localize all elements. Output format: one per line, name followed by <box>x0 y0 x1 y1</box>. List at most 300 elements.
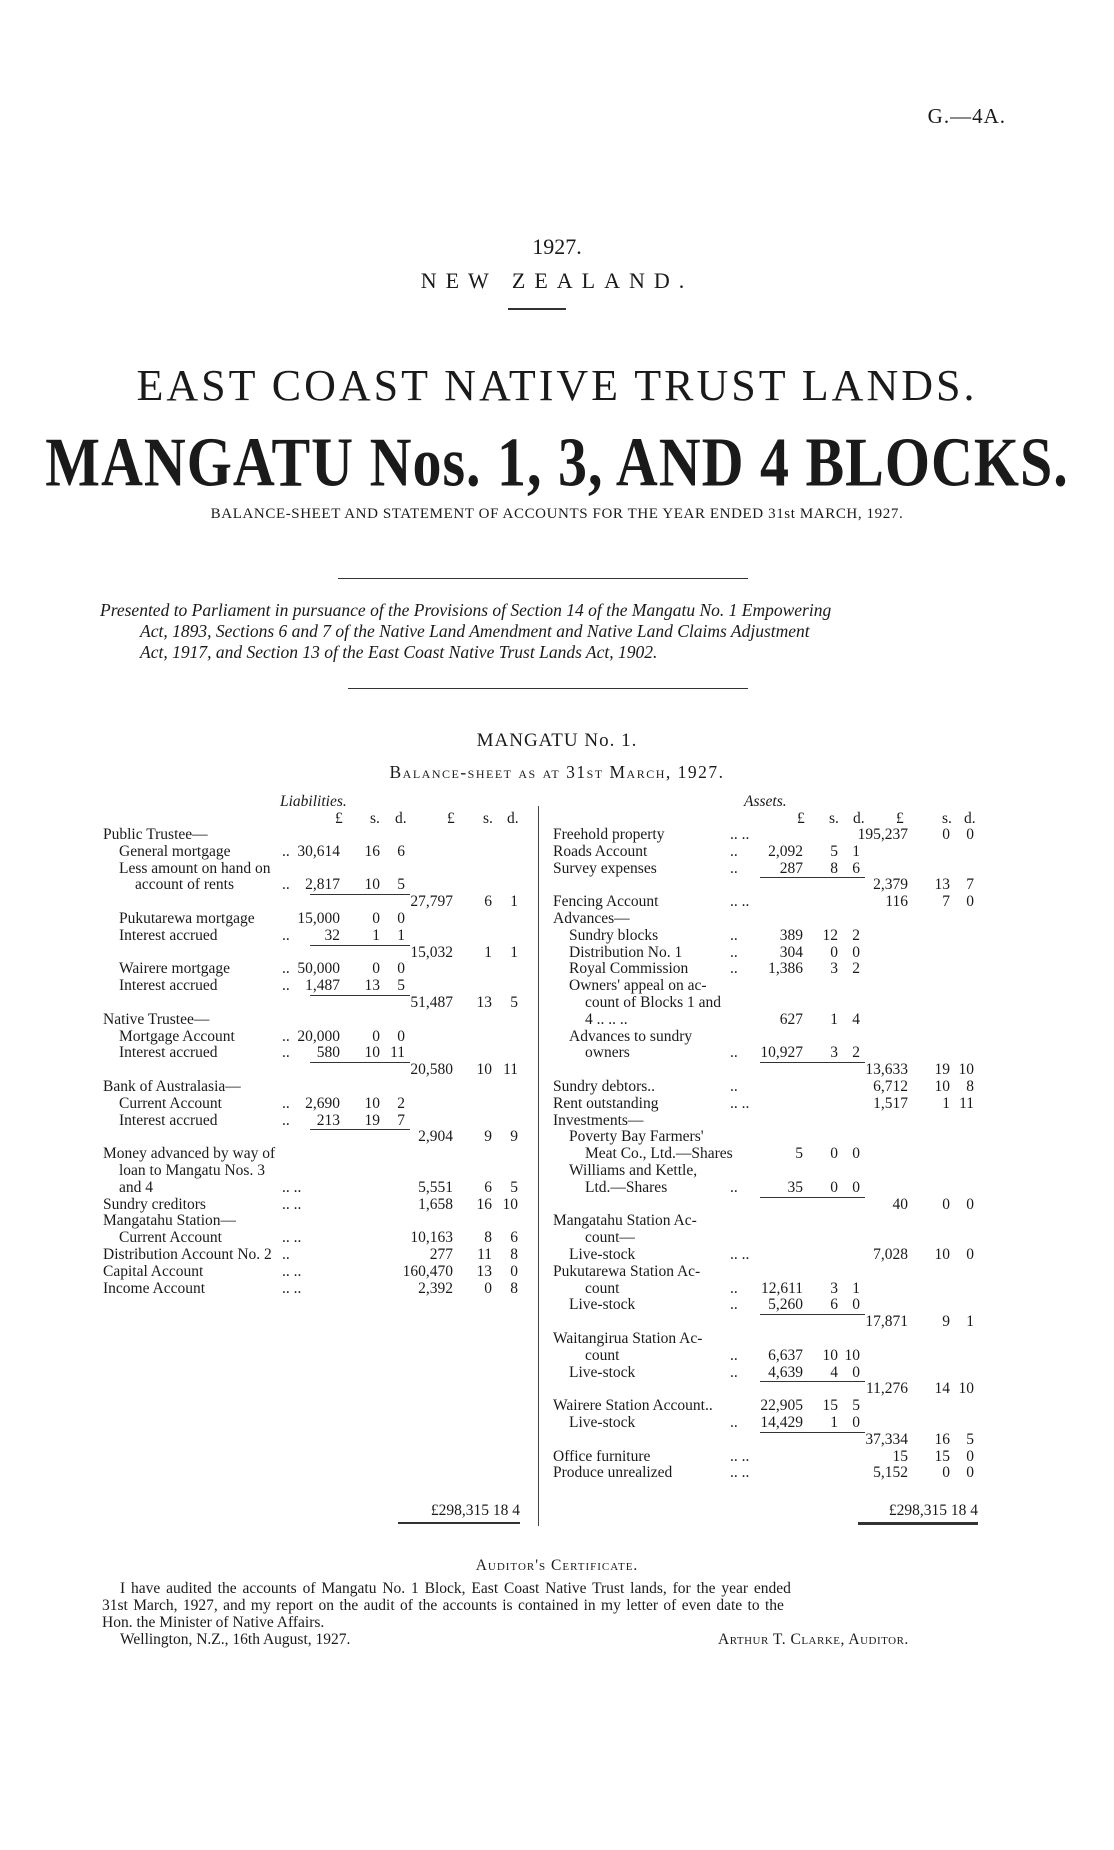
pounds-value: 37,334 <box>865 1430 908 1448</box>
pence-value: 0 <box>397 960 405 978</box>
presented-line: Presented to Parliament in pursuance of the Provisions of Section 14 of the Mangatu No. 1 Empowering <box>100 600 832 620</box>
shillings-value: 0 <box>942 1464 950 1482</box>
leader-dots: .. <box>730 1363 738 1381</box>
pounds-value: 6,712 <box>873 1078 908 1095</box>
row-label: Interest accrued <box>119 1111 218 1129</box>
table-row <box>0 1162 1114 1179</box>
leader-dots: .. <box>730 1044 738 1062</box>
auditor-line: I have audited the accounts of Mangatu No. 1 Block, East Coast Native Trust lands, for the year ended <box>120 1580 791 1597</box>
pounds-value: 1,658 <box>418 1195 453 1213</box>
row-label: Mangatahu Station Ac- <box>553 1212 697 1230</box>
row-label: loan to Mangatu Nos. 3 <box>119 1162 265 1179</box>
pence-value: 0 <box>397 1027 405 1045</box>
leader-dots: .. <box>282 1094 290 1112</box>
pounds-value: 2,092 <box>768 842 803 860</box>
pence-value: 11 <box>959 1094 974 1112</box>
shillings-value: 10 <box>364 876 380 894</box>
table-row <box>0 1448 1114 1465</box>
leader-dots: .. <box>282 1027 290 1045</box>
row-label: Sundry creditors <box>103 1195 206 1213</box>
table-row <box>0 843 1114 860</box>
pence-value: 11 <box>503 1061 518 1079</box>
pounds-value: 2,817 <box>305 876 340 894</box>
pence-value: 0 <box>852 1296 860 1314</box>
col-shilling: s. <box>483 810 493 827</box>
pence-value: 1 <box>510 943 518 961</box>
shillings-value: 3 <box>830 1044 838 1062</box>
leader-dots: .. .. <box>730 1447 750 1465</box>
pence-value: 0 <box>966 1246 974 1263</box>
table-row <box>0 1280 1114 1297</box>
row-label: Pukutarewa mortgage <box>119 910 255 927</box>
pounds-value: 10,163 <box>410 1229 453 1247</box>
shillings-value: 15 <box>822 1397 838 1415</box>
row-label: Meat Co., Ltd.—Shares <box>585 1145 733 1163</box>
table-row <box>0 1414 1114 1431</box>
row-label: Poverty Bay Farmers' <box>569 1128 704 1146</box>
pence-value: 1 <box>397 926 405 944</box>
shillings-value: 10 <box>364 1044 380 1062</box>
table-row <box>0 1330 1114 1347</box>
pounds-value: 35 <box>787 1178 803 1196</box>
pence-value: 6 <box>510 1229 518 1247</box>
row-label: Native Trustee— <box>103 1010 210 1028</box>
row-label: Money advanced by way of <box>103 1145 276 1163</box>
pounds-value: 627 <box>779 1010 803 1028</box>
pence-value: 10 <box>844 1346 860 1364</box>
subtitle: BALANCE-SHEET AND STATEMENT OF ACCOUNTS FOR THE YEAR ENDED 31st MARCH, 1927. <box>210 506 904 522</box>
leader-dots: .. .. <box>282 1178 302 1196</box>
shillings-value: 10 <box>934 1246 950 1263</box>
table-row <box>0 1431 1114 1448</box>
pounds-value: 13,633 <box>865 1061 908 1079</box>
leader-dots: .. <box>730 1279 738 1297</box>
liabilities-total-rule <box>398 1522 520 1524</box>
row-label: Public Trustee— <box>103 826 208 843</box>
pounds-value: 287 <box>779 859 803 877</box>
shillings-value: 10 <box>934 1078 950 1095</box>
leader-dots: .. <box>282 842 290 860</box>
pounds-value: 580 <box>316 1044 340 1062</box>
row-label: 4 .. .. .. <box>585 1010 628 1028</box>
pounds-value: 5,152 <box>873 1464 908 1482</box>
pence-value: 0 <box>852 1414 860 1431</box>
col-pence: d. <box>964 810 976 827</box>
row-label: Current Account <box>119 1094 222 1112</box>
leader-dots: .. <box>730 1078 738 1095</box>
row-label: Williams and Kettle, <box>569 1162 698 1179</box>
pounds-value: 2,690 <box>305 1094 340 1112</box>
table-row <box>0 826 1114 843</box>
auditor-signature: Arthur T. Clarke, Auditor. <box>718 1631 909 1648</box>
pence-value: 10 <box>958 1380 974 1398</box>
shillings-value: 6 <box>484 1178 492 1196</box>
sheet-title: Balance-sheet as at 31st March, 1927. <box>389 762 725 782</box>
pounds-value: 213 <box>316 1111 340 1129</box>
pence-value: 11 <box>390 1044 405 1062</box>
shillings-value: 12 <box>822 926 838 944</box>
row-label: Capital Account <box>103 1262 204 1280</box>
row-label: Rent outstanding <box>553 1094 659 1112</box>
pounds-value: 20,000 <box>297 1027 340 1045</box>
pence-value: 5 <box>510 1178 518 1196</box>
pence-value: 0 <box>852 1363 860 1381</box>
table-row <box>0 1011 1114 1028</box>
pounds-value: 160,470 <box>402 1262 453 1280</box>
row-label: Produce unrealized <box>553 1464 673 1482</box>
pence-value: 8 <box>966 1078 974 1095</box>
assets-total-rule <box>858 1522 978 1525</box>
pounds-value: 1,487 <box>305 977 340 995</box>
row-label: Royal Commission <box>569 960 689 978</box>
row-label: Interest accrued <box>119 926 218 944</box>
pence-value: 8 <box>510 1279 518 1297</box>
col-shilling: s. <box>829 810 839 827</box>
row-label: Pukutarewa Station Ac- <box>553 1262 701 1280</box>
row-label: count <box>585 1346 620 1364</box>
pounds-value: 17,871 <box>865 1313 908 1331</box>
auditor-body <box>102 1580 972 1631</box>
pence-value: 0 <box>397 910 405 927</box>
leader-dots: .. <box>730 842 738 860</box>
pence-value: 0 <box>852 1178 860 1196</box>
pounds-value: 22,905 <box>760 1397 803 1415</box>
leader-dots: .. <box>730 1346 738 1364</box>
leader-dots: .. .. <box>282 1195 302 1213</box>
pounds-value: 5,260 <box>768 1296 803 1314</box>
shillings-value: 16 <box>364 842 380 860</box>
pounds-value: 4,639 <box>768 1363 803 1381</box>
leader-dots: .. <box>730 1414 738 1431</box>
shillings-value: 9 <box>942 1313 950 1331</box>
table-row <box>0 1196 1114 1213</box>
auditor-line: Hon. the Minister of Native Affairs. <box>102 1614 325 1631</box>
pence-value: 5 <box>510 994 518 1011</box>
shillings-value: 10 <box>822 1346 838 1364</box>
leader-dots: .. <box>282 977 290 995</box>
table-row <box>0 1145 1114 1162</box>
presented-divider-top <box>338 578 748 579</box>
pounds-value: 2,379 <box>873 876 908 894</box>
title-line-2: MANGATU Nos. 1, 3, AND 4 BLOCKS. <box>45 423 1069 502</box>
presented-paragraph <box>100 600 1020 663</box>
pence-value: 0 <box>966 1464 974 1482</box>
shillings-value: 0 <box>372 1027 380 1045</box>
row-label: Interest accrued <box>119 1044 218 1062</box>
pounds-value: 116 <box>885 893 908 911</box>
pounds-value: 1,517 <box>873 1094 908 1112</box>
leader-dots: .. <box>282 1044 290 1062</box>
col-pence: d. <box>853 810 865 827</box>
leader-dots: .. .. <box>282 1229 302 1247</box>
col-shilling: s. <box>942 810 952 827</box>
leader-dots: .. .. <box>730 893 750 911</box>
pounds-value: 2,904 <box>418 1128 453 1146</box>
pounds-value: 15,032 <box>410 943 453 961</box>
leader-dots: .. <box>282 876 290 894</box>
col-pence: d. <box>395 810 407 827</box>
pounds-value: 12,611 <box>760 1279 803 1297</box>
pounds-value: 1,386 <box>768 960 803 978</box>
row-label: Mangatahu Station— <box>103 1212 237 1230</box>
leader-dots: .. <box>730 859 738 877</box>
header-divider <box>508 308 566 310</box>
table-row <box>0 1263 1114 1280</box>
pence-value: 2 <box>397 1094 405 1112</box>
leader-dots: .. <box>282 960 290 978</box>
row-label: owners <box>585 1044 630 1062</box>
document-reference: G.—4A. <box>927 104 1006 128</box>
pence-value: 7 <box>397 1111 405 1129</box>
row-label: Live-stock <box>569 1414 636 1431</box>
shillings-value: 0 <box>830 1145 838 1163</box>
leader-dots: .. <box>730 926 738 944</box>
table-row <box>0 1229 1114 1246</box>
pence-value: 10 <box>502 1195 518 1213</box>
pounds-value: 27,797 <box>410 893 453 911</box>
row-label: count of Blocks 1 and <box>585 994 722 1011</box>
pence-value: 1 <box>852 1279 860 1297</box>
year: 1927. <box>532 234 582 259</box>
section-title: MANGATU No. 1. <box>476 730 638 751</box>
table-row <box>0 1296 1114 1313</box>
pounds-value: 6,637 <box>768 1346 803 1364</box>
row-label: Office furniture <box>553 1447 651 1465</box>
row-label: Sundry blocks <box>569 926 659 944</box>
shillings-value: 0 <box>830 1178 838 1196</box>
pounds-value: 51,487 <box>410 994 453 1011</box>
pounds-value: 5,551 <box>418 1178 453 1196</box>
row-label: Freehold property <box>553 826 665 843</box>
pence-value: 5 <box>397 876 405 894</box>
row-label: count <box>585 1279 620 1297</box>
table-row <box>0 1044 1114 1061</box>
table-row <box>0 1464 1114 1481</box>
pence-value: 2 <box>852 926 860 944</box>
table-row <box>0 1313 1114 1330</box>
row-label: Advances to sundry <box>569 1027 693 1045</box>
table-row <box>0 927 1114 944</box>
row-label: Live-stock <box>569 1246 636 1263</box>
pence-value: 8 <box>510 1246 518 1263</box>
row-label: General mortgage <box>119 842 231 860</box>
row-label: Mortgage Account <box>119 1027 235 1045</box>
shillings-value: 11 <box>477 1246 492 1263</box>
row-label: Income Account <box>103 1279 206 1297</box>
leader-dots: .. <box>282 926 290 944</box>
col-pound: £ <box>896 810 904 827</box>
pounds-value: 5 <box>795 1145 803 1163</box>
assets-total: £298,315 18 4 <box>888 1502 978 1519</box>
liabilities-heading: Liabilities. <box>280 793 347 810</box>
row-label: Fencing Account <box>553 893 659 911</box>
shillings-value: 10 <box>364 1094 380 1112</box>
pounds-value: 10,927 <box>760 1044 803 1062</box>
table-row <box>0 1212 1114 1229</box>
col-pound: £ <box>447 810 455 827</box>
shillings-value: 0 <box>484 1279 492 1297</box>
shillings-value: 10 <box>476 1061 492 1079</box>
shillings-value: 13 <box>476 1262 492 1280</box>
pence-value: 0 <box>966 893 974 911</box>
row-label: Wairere Station Account.. <box>553 1397 713 1415</box>
table-row <box>0 1397 1114 1414</box>
shillings-value: 8 <box>484 1229 492 1247</box>
table-row <box>0 1061 1114 1078</box>
shillings-value: 1 <box>484 943 492 961</box>
leader-dots: .. <box>730 1296 738 1314</box>
pence-value: 4 <box>852 1010 860 1028</box>
shillings-value: 19 <box>364 1111 380 1129</box>
table-row <box>0 1380 1114 1397</box>
row-label: Interest accrued <box>119 977 218 995</box>
row-label: Investments— <box>553 1111 644 1129</box>
pounds-value: 277 <box>429 1246 453 1263</box>
shillings-value: 4 <box>830 1363 838 1381</box>
col-pound: £ <box>797 810 805 827</box>
pence-value: 6 <box>397 842 405 860</box>
row-label: Ltd.—Shares <box>585 1178 668 1196</box>
row-label: Live-stock <box>569 1296 636 1314</box>
row-label: Bank of Australasia— <box>103 1078 241 1095</box>
table-row <box>0 860 1114 877</box>
row-label: Wairere mortgage <box>119 960 231 978</box>
shillings-value: 8 <box>830 859 838 877</box>
shillings-value: 1 <box>830 1414 838 1431</box>
row-label: Waitangirua Station Ac- <box>553 1330 703 1347</box>
pounds-value: 2,392 <box>418 1279 453 1297</box>
pence-value: 0 <box>510 1262 518 1280</box>
table-row <box>0 910 1114 927</box>
pounds-value: 304 <box>779 943 803 961</box>
pounds-value: 195,237 <box>857 826 908 843</box>
table-row <box>0 1246 1114 1263</box>
table-row <box>0 1112 1114 1129</box>
pounds-value: 50,000 <box>297 960 340 978</box>
row-label: and 4 <box>119 1178 154 1196</box>
pence-value: 0 <box>966 1195 974 1213</box>
row-label: Distribution No. 1 <box>569 943 683 961</box>
shillings-value: 6 <box>484 893 492 911</box>
shillings-value: 6 <box>830 1296 838 1314</box>
pence-value: 0 <box>852 943 860 961</box>
col-shilling: s. <box>370 810 380 827</box>
leader-dots: .. <box>282 1246 290 1263</box>
leader-dots: .. <box>730 1178 738 1196</box>
shillings-value: 3 <box>830 960 838 978</box>
presented-line: Act, 1893, Sections 6 and 7 of the Native Land Amendment and Native Land Claims Adjustment <box>140 621 810 641</box>
row-label: count— <box>585 1229 635 1247</box>
shillings-value: 16 <box>934 1430 950 1448</box>
leader-dots: .. .. <box>730 826 750 843</box>
leader-dots: .. .. <box>282 1262 302 1280</box>
presented-divider-bottom <box>348 688 748 689</box>
liabilities-total: £298,315 18 4 <box>430 1502 520 1519</box>
pence-value: 0 <box>966 1447 974 1465</box>
shillings-value: 0 <box>830 943 838 961</box>
shillings-value: 3 <box>830 1279 838 1297</box>
row-label: Survey expenses <box>553 859 657 877</box>
auditor-place-date: Wellington, N.Z., 16th August, 1927. <box>120 1631 351 1648</box>
shillings-value: 13 <box>476 994 492 1011</box>
pence-value: 5 <box>966 1430 974 1448</box>
row-label: Current Account <box>119 1229 222 1247</box>
table-row <box>0 977 1114 994</box>
pence-value: 0 <box>852 1145 860 1163</box>
table-row <box>0 1347 1114 1364</box>
pence-value: 0 <box>966 826 974 843</box>
leader-dots: .. .. <box>282 1279 302 1297</box>
pence-value: 1 <box>852 842 860 860</box>
shillings-value: 13 <box>364 977 380 995</box>
pounds-value: 389 <box>779 926 803 944</box>
pounds-value: 40 <box>892 1195 908 1213</box>
pence-value: 2 <box>852 1044 860 1062</box>
shillings-value: 1 <box>372 926 380 944</box>
table-row <box>0 1028 1114 1045</box>
row-label: Advances— <box>553 910 630 927</box>
pence-value: 1 <box>510 893 518 911</box>
pounds-value: 11,276 <box>865 1380 908 1398</box>
row-label: Less amount on hand on <box>119 859 271 877</box>
table-row <box>0 876 1114 893</box>
pounds-value: 20,580 <box>410 1061 453 1079</box>
shillings-value: 0 <box>942 826 950 843</box>
row-label: Live-stock <box>569 1363 636 1381</box>
shillings-value: 9 <box>484 1128 492 1146</box>
table-row <box>0 1364 1114 1381</box>
auditor-heading: Auditor's Certificate. <box>475 1557 639 1574</box>
row-label: Sundry debtors.. <box>553 1078 656 1095</box>
leader-dots: .. <box>730 943 738 961</box>
table-row <box>0 1179 1114 1196</box>
shillings-value: 0 <box>942 1195 950 1213</box>
pence-value: 6 <box>852 859 860 877</box>
pounds-value: 7,028 <box>873 1246 908 1263</box>
table-row <box>0 893 1114 910</box>
auditor-line: 31st March, 1927, and my report on the audit of the accounts is contained in my letter of even date to the <box>102 1597 784 1614</box>
table-row <box>0 1128 1114 1145</box>
table-row <box>0 1095 1114 1112</box>
pence-value: 5 <box>852 1397 860 1415</box>
pounds-value: 14,429 <box>760 1414 803 1431</box>
shillings-value: 14 <box>934 1380 950 1398</box>
pence-value: 9 <box>510 1128 518 1146</box>
row-label: Roads Account <box>553 842 648 860</box>
country: NEW ZEALAND. <box>420 268 694 293</box>
shillings-value: 1 <box>830 1010 838 1028</box>
row-label: account of rents <box>135 876 234 894</box>
leader-dots: .. .. <box>730 1464 750 1482</box>
pence-value: 1 <box>966 1313 974 1331</box>
pence-value: 7 <box>966 876 974 894</box>
leader-dots: .. <box>282 1111 290 1129</box>
shillings-value: 13 <box>934 876 950 894</box>
pounds-value: 15 <box>892 1447 908 1465</box>
shillings-value: 5 <box>830 842 838 860</box>
leader-dots: .. .. <box>730 1094 750 1112</box>
shillings-value: 16 <box>476 1195 492 1213</box>
shillings-value: 0 <box>372 960 380 978</box>
row-label: Owners' appeal on ac- <box>569 977 707 995</box>
shillings-value: 1 <box>942 1094 950 1112</box>
leader-dots: .. <box>730 960 738 978</box>
col-pound: £ <box>335 810 343 827</box>
pounds-value: 30,614 <box>297 842 340 860</box>
shillings-value: 19 <box>934 1061 950 1079</box>
col-pence: d. <box>507 810 519 827</box>
pence-value: 2 <box>852 960 860 978</box>
